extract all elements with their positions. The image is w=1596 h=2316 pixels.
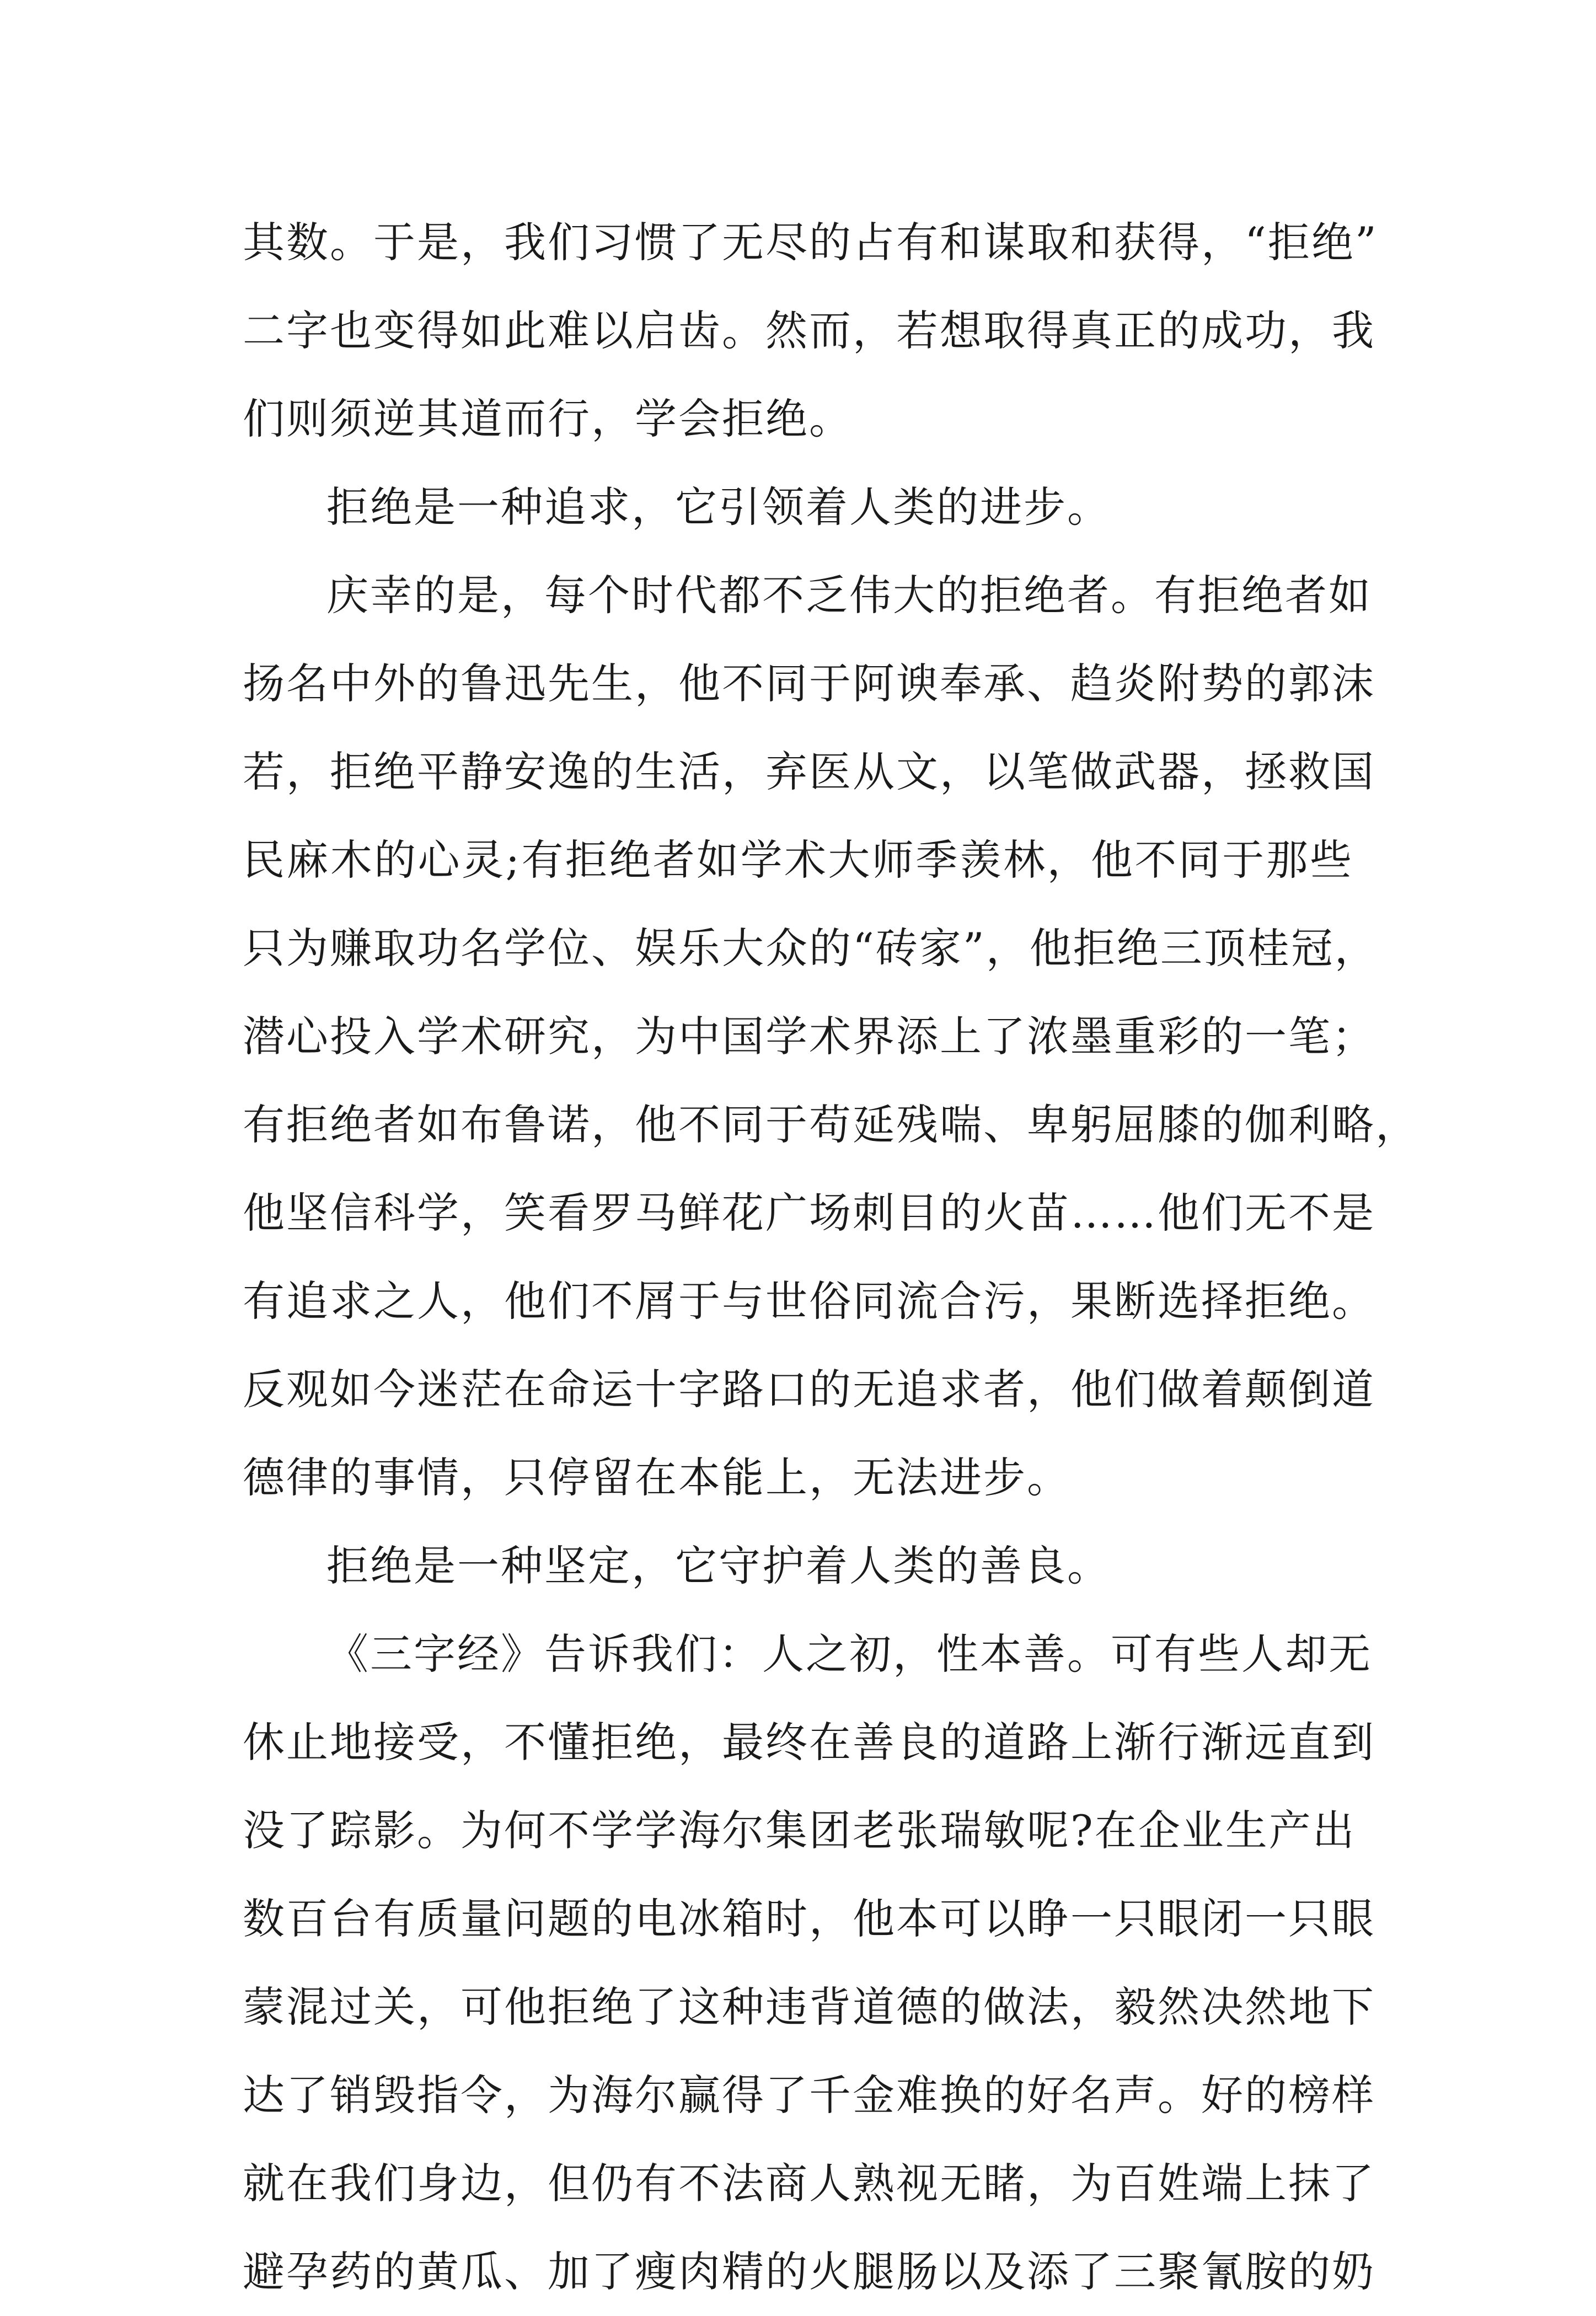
text-line: 拒绝是一种追求，它引领着人类的进步。 [326, 482, 1111, 532]
text-line: 蒙混过关，可他拒绝了这种违背道德的做法，毅然决然地下 [243, 1982, 1375, 2031]
text-line: 达了销毁指令，为海尔赢得了千金难换的好名声。好的榜样 [243, 2071, 1375, 2120]
text-line: 避孕药的黄瓜、加了瘦肉精的火腿肠以及添了三聚氰胺的奶 [243, 2247, 1375, 2296]
text-line: 没了踪影。为何不学学海尔集团老张瑞敏呢?在企业生产出 [243, 1806, 1356, 1855]
text-line: 扬名中外的鲁迅先生，他不同于阿谀奉承、趋炎附势的郭沫 [243, 659, 1375, 708]
text-line: 庆幸的是，每个时代都不乏伟大的拒绝者。有拒绝者如 [326, 571, 1372, 620]
text-line: 若，拒绝平静安逸的生活，弃医从文，以笔做武器，拯救国 [243, 747, 1375, 796]
text-line: 有追求之人，他们不屑于与世俗同流合污，果断选择拒绝。 [243, 1277, 1375, 1326]
text-line: 民麻木的心灵;有拒绝者如学术大师季羡林，他不同于那些 [243, 835, 1353, 884]
text-line: 潜心投入学术研究，为中国学术界添上了浓墨重彩的一笔； [243, 1012, 1375, 1061]
text-line: 《三字经》告诉我们：人之初，性本善。可有些人却无 [326, 1629, 1372, 1679]
text-line: 休止地接受，不懂拒绝，最终在善良的道路上渐行渐远直到 [243, 1718, 1375, 1767]
essay-body [243, 199, 1419, 2316]
text-line: 只为赚取功名学位、娱乐大众的“砖家”，他拒绝三顶桂冠， [243, 924, 1378, 973]
text-line: 德律的事情，只停留在本能上，无法进步。 [243, 1453, 1070, 1502]
text-line: 就在我们身边，但仍有不法商人熟视无睹，为百姓端上抹了 [243, 2159, 1375, 2208]
text-line: 二字也变得如此难以启齿。然而，若想取得真正的成功，我 [243, 306, 1375, 355]
text-line: 数百台有质量问题的电冰箱时，他本可以睁一只眼闭一只眼 [243, 1894, 1375, 1943]
text-line: 有拒绝者如布鲁诺，他不同于苟延残喘、卑躬屈膝的伽利略， [243, 1100, 1419, 1149]
text-line: 们则须逆其道而行，学会拒绝。 [243, 394, 853, 443]
text-line: 拒绝是一种坚定，它守护着人类的善良。 [326, 1541, 1111, 1590]
text-line: 他坚信科学，笑看罗马鲜花广场刺目的火苗……他们无不是 [243, 1188, 1375, 1237]
text-line: 反观如今迷茫在命运十字路口的无追求者，他们做着颠倒道 [243, 1365, 1375, 1414]
text-line: 其数。于是，我们习惯了无尽的占有和谋取和获得，“拒绝” [243, 218, 1378, 267]
